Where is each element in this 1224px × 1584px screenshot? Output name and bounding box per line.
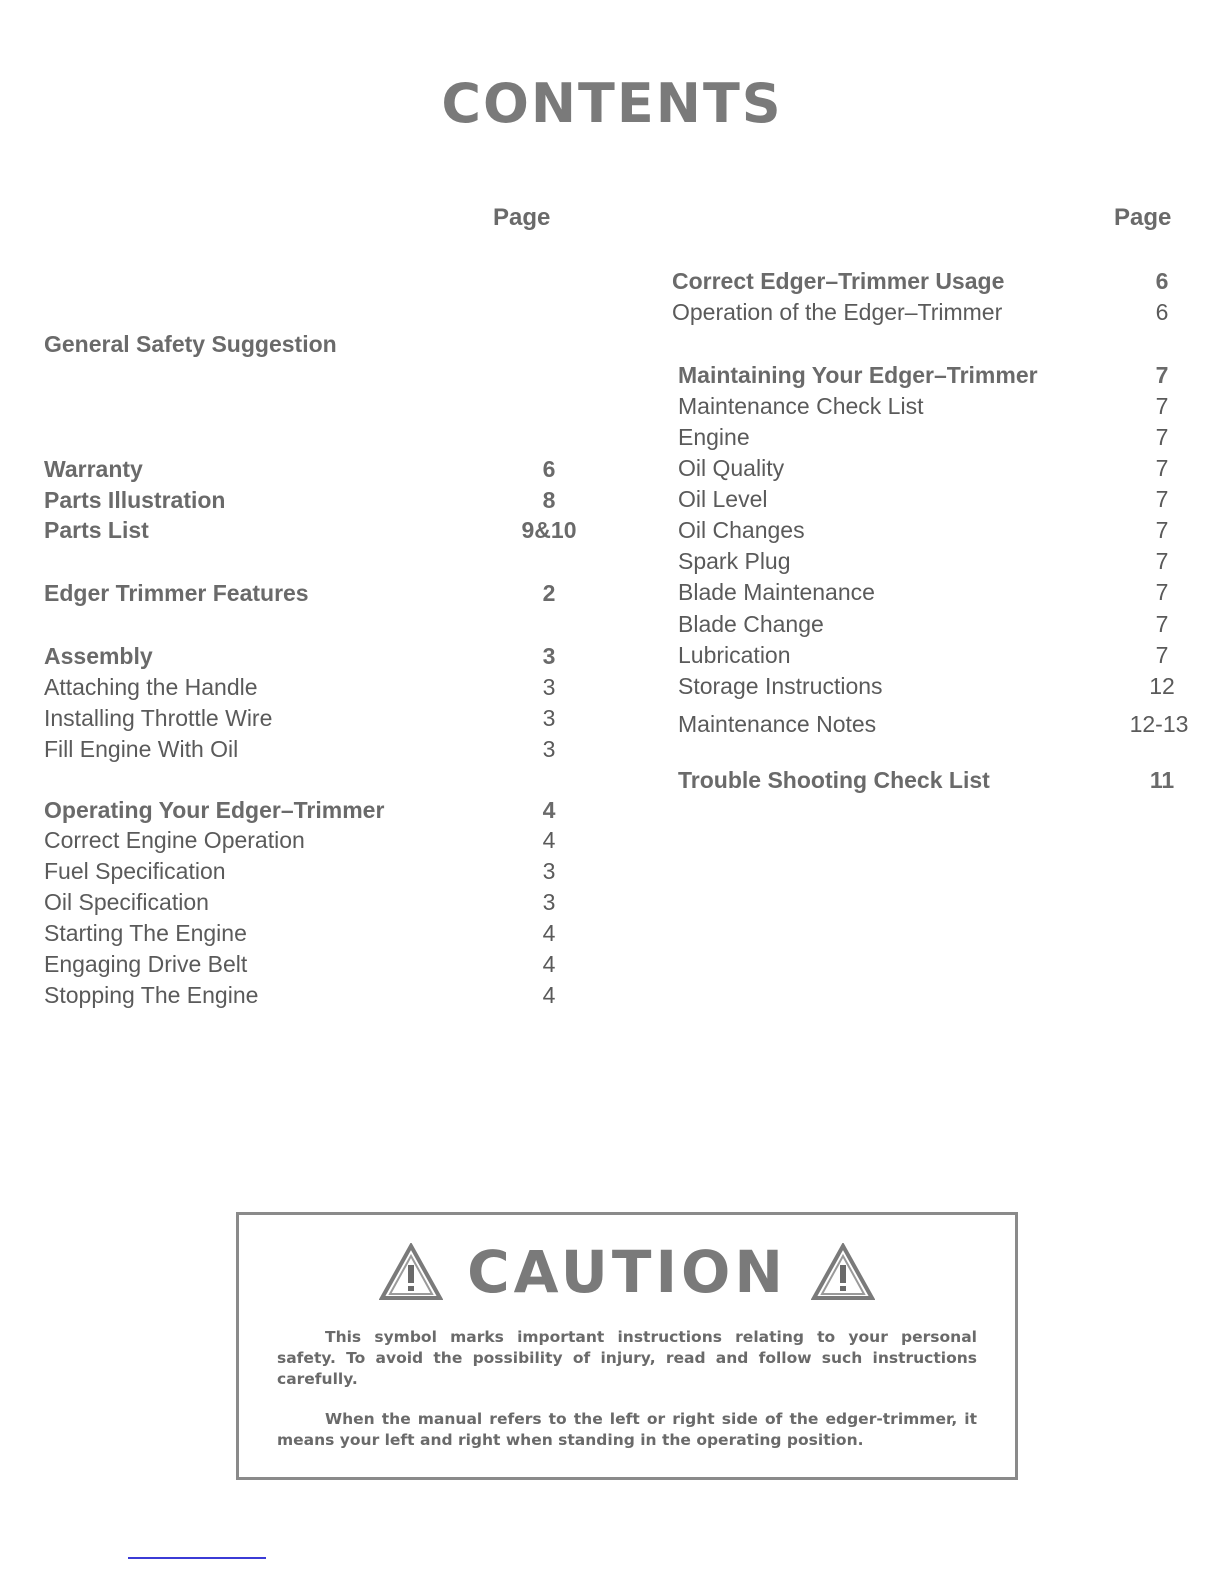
toc-entry-label: General Safety Suggestion [44, 331, 337, 357]
toc-entry-page: 11 [1149, 767, 1175, 793]
warning-triangle-icon [379, 1243, 443, 1301]
toc-entry-label: Assembly [44, 643, 153, 669]
toc-entry-page: 4 [542, 951, 556, 977]
caution-box [236, 1212, 1018, 1480]
toc-entry-page: 7 [1155, 455, 1169, 481]
toc-entry-label: Fill Engine With Oil [44, 736, 239, 762]
toc-entry-label: Trouble Shooting Check List [678, 767, 990, 793]
toc-entry-label: Oil Level [678, 486, 768, 512]
toc-entry-label: Oil Changes [678, 517, 805, 543]
toc-entry-label: Parts Illustration [44, 487, 226, 513]
toc-entry-page: 3 [542, 736, 556, 762]
toc-entry-label: Blade Change [678, 611, 824, 637]
toc-entry-label: Maintenance Notes [678, 711, 877, 737]
left-page-header: Page [493, 204, 551, 231]
footer-underline [128, 1557, 266, 1559]
toc-entry-page: 7 [1155, 424, 1169, 450]
toc-entry-label: Operating Your Edger–Trimmer [44, 797, 385, 823]
toc-entry-label: Fuel Specification [44, 858, 226, 884]
toc-entry-page: 2 [542, 580, 556, 606]
toc-entry-page: 4 [542, 982, 556, 1008]
toc-entry-page: 4 [542, 920, 556, 946]
toc-entry-label: Operation of the Edger–Trimmer [672, 299, 1003, 325]
toc-entry-page: 7 [1155, 579, 1169, 605]
toc-entry-label: Storage Instructions [678, 673, 883, 699]
toc-entry-label: Parts List [44, 517, 149, 543]
toc-entry-label: Lubrication [678, 642, 791, 668]
toc-entry-label: Blade Maintenance [678, 579, 875, 605]
toc-entry-page: 12 [1149, 673, 1175, 699]
toc-entry-label: Stopping The Engine [44, 982, 259, 1008]
toc-entry-page: 7 [1155, 517, 1169, 543]
caution-heading: CAUTION [467, 1238, 787, 1306]
toc-entry-page: 6 [1155, 268, 1169, 294]
toc-entry-label: Starting The Engine [44, 920, 247, 946]
toc-entry-page: 4 [542, 827, 556, 853]
toc-entry-page: 3 [542, 858, 556, 884]
toc-entry-label: Warranty [44, 456, 143, 482]
toc-entry-label: Correct Engine Operation [44, 827, 305, 853]
caution-paragraph-1-text: This symbol marks important instructions relating to your personal safety. To avoid the possibility of injury, read and follow such instructions carefully. [277, 1328, 977, 1388]
toc-entry-page: 8 [542, 487, 556, 513]
toc-entry-label: Oil Specification [44, 889, 209, 915]
toc-entry-page: 9&10 [521, 517, 577, 543]
caution-paragraph-2 [277, 1409, 977, 1451]
toc-entry-label: Oil Quality [678, 455, 785, 481]
toc-entry-page: 4 [542, 797, 556, 823]
toc-entry-page: 7 [1155, 362, 1169, 388]
toc-entry-page: 6 [1155, 299, 1169, 325]
caution-paragraph-1 [277, 1327, 977, 1390]
toc-entry-page: 3 [542, 705, 556, 731]
toc-entry-page: 3 [542, 889, 556, 915]
toc-entry-page: 7 [1155, 548, 1169, 574]
toc-entry-label: Attaching the Handle [44, 674, 258, 700]
caution-heading-row [239, 1237, 1015, 1307]
toc-entry-label: Engaging Drive Belt [44, 951, 248, 977]
toc-entry-label: Edger Trimmer Features [44, 580, 309, 606]
toc-entry-page: 7 [1155, 642, 1169, 668]
warning-triangle-icon [811, 1243, 875, 1301]
toc-entry-page: 3 [542, 674, 556, 700]
toc-entry-page: 3 [542, 643, 556, 669]
toc-entry-label: Installing Throttle Wire [44, 705, 273, 731]
toc-entry-page: 7 [1155, 393, 1169, 419]
toc-entry-label: Engine [678, 424, 750, 450]
toc-entry-page: 12-13 [1129, 711, 1189, 737]
toc-entry-label: Spark Plug [678, 548, 791, 574]
caution-paragraph-2-text: When the manual refers to the left or right side of the edger-trimmer, it means your left and right when standing in the operating position. [277, 1410, 977, 1449]
toc-entry-label: Maintenance Check List [678, 393, 924, 419]
toc-entry-page: 7 [1155, 611, 1169, 637]
toc-entry-page: 7 [1155, 486, 1169, 512]
right-page-header: Page [1114, 204, 1172, 231]
toc-entry-page: 6 [542, 456, 556, 482]
toc-entry-label: Maintaining Your Edger–Trimmer [678, 362, 1038, 388]
page-title: CONTENTS [441, 72, 783, 135]
toc-entry-label: Correct Edger–Trimmer Usage [672, 268, 1005, 294]
